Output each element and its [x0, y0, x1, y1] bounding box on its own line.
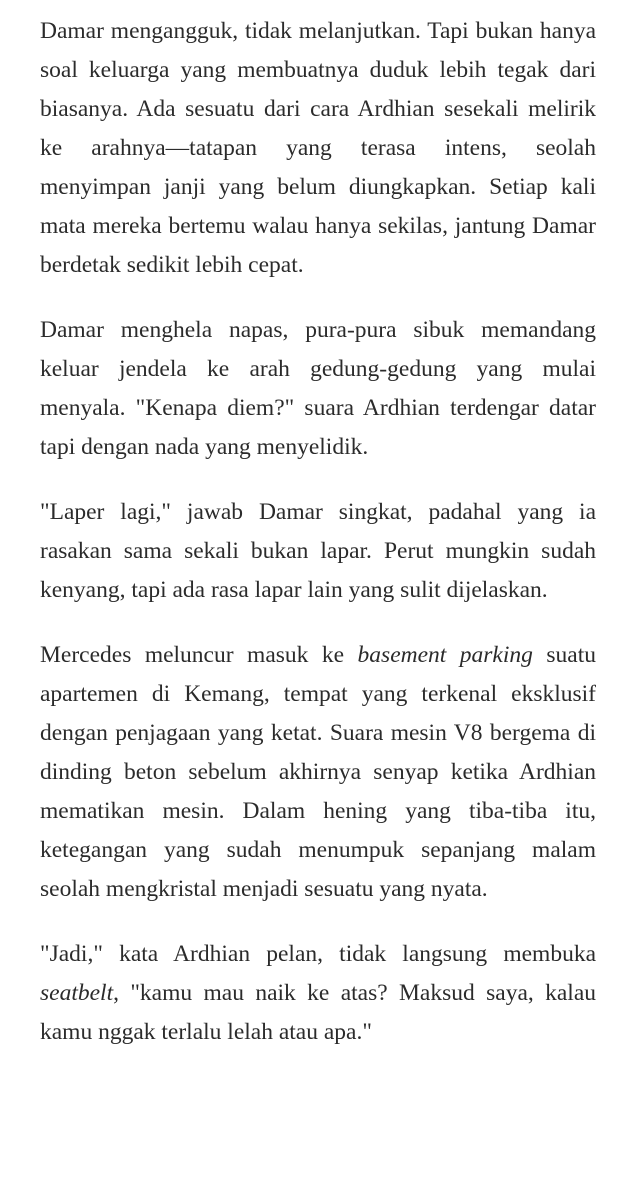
- paragraph-3: [40, 493, 596, 610]
- reader-text-body: [40, 12, 596, 1078]
- paragraph-text: "Jadi," kata Ardhian pelan, tidak langsung membuka: [40, 941, 596, 967]
- paragraph-5: [40, 935, 596, 1052]
- paragraph-text: Damar mengangguk, tidak melanjutkan. Tapi bukan hanya soal keluarga yang membuatnya duduk lebih tegak dari biasanya. Ada sesuatu dari cara Ardhian sesekali melirik ke arahnya—tatapan yang terasa intens, seolah menyimpan janji yang belum diungkapkan. Setiap kali mata mereka bertemu walau hanya sekilas, jantung Damar berdetak sedikit lebih cepat.: [40, 18, 596, 278]
- italic-term-seatbelt: seatbelt: [40, 980, 114, 1006]
- paragraph-text: Damar menghela napas, pura-pura sibuk memandang keluar jendela ke arah gedung-gedung yang mulai menyala. "Kenapa diem?" suara Ardhian terdengar datar tapi dengan nada yang menyelidik.: [40, 317, 596, 460]
- paragraph-text: Mercedes meluncur masuk ke: [40, 642, 358, 668]
- paragraph-text: "Laper lagi," jawab Damar singkat, padahal yang ia rasakan sama sekali bukan lapar. Perut mungkin sudah kenyang, tapi ada rasa lapar lain yang sulit dijelaskan.: [40, 499, 596, 603]
- paragraph-2: [40, 311, 596, 467]
- italic-term-basement-parking: basement parking: [357, 642, 533, 668]
- paragraph-text: suatu apartemen di Kemang, tempat yang terkenal eksklusif dengan penjagaan yang ketat. Suara mesin V8 bergema di dinding beton sebelum akhirnya senyap ketika Ardhian mematikan mesin. Dalam hening yang tiba-tiba itu, ketegangan yang sudah menumpuk sepanjang malam seolah mengkristal menjadi sesuatu yang nyata.: [40, 642, 596, 902]
- paragraph-text: , "kamu mau naik ke atas? Maksud saya, kalau kamu nggak terlalu lelah atau apa.": [40, 980, 596, 1045]
- paragraph-4: [40, 636, 596, 909]
- paragraph-1: [40, 12, 596, 285]
